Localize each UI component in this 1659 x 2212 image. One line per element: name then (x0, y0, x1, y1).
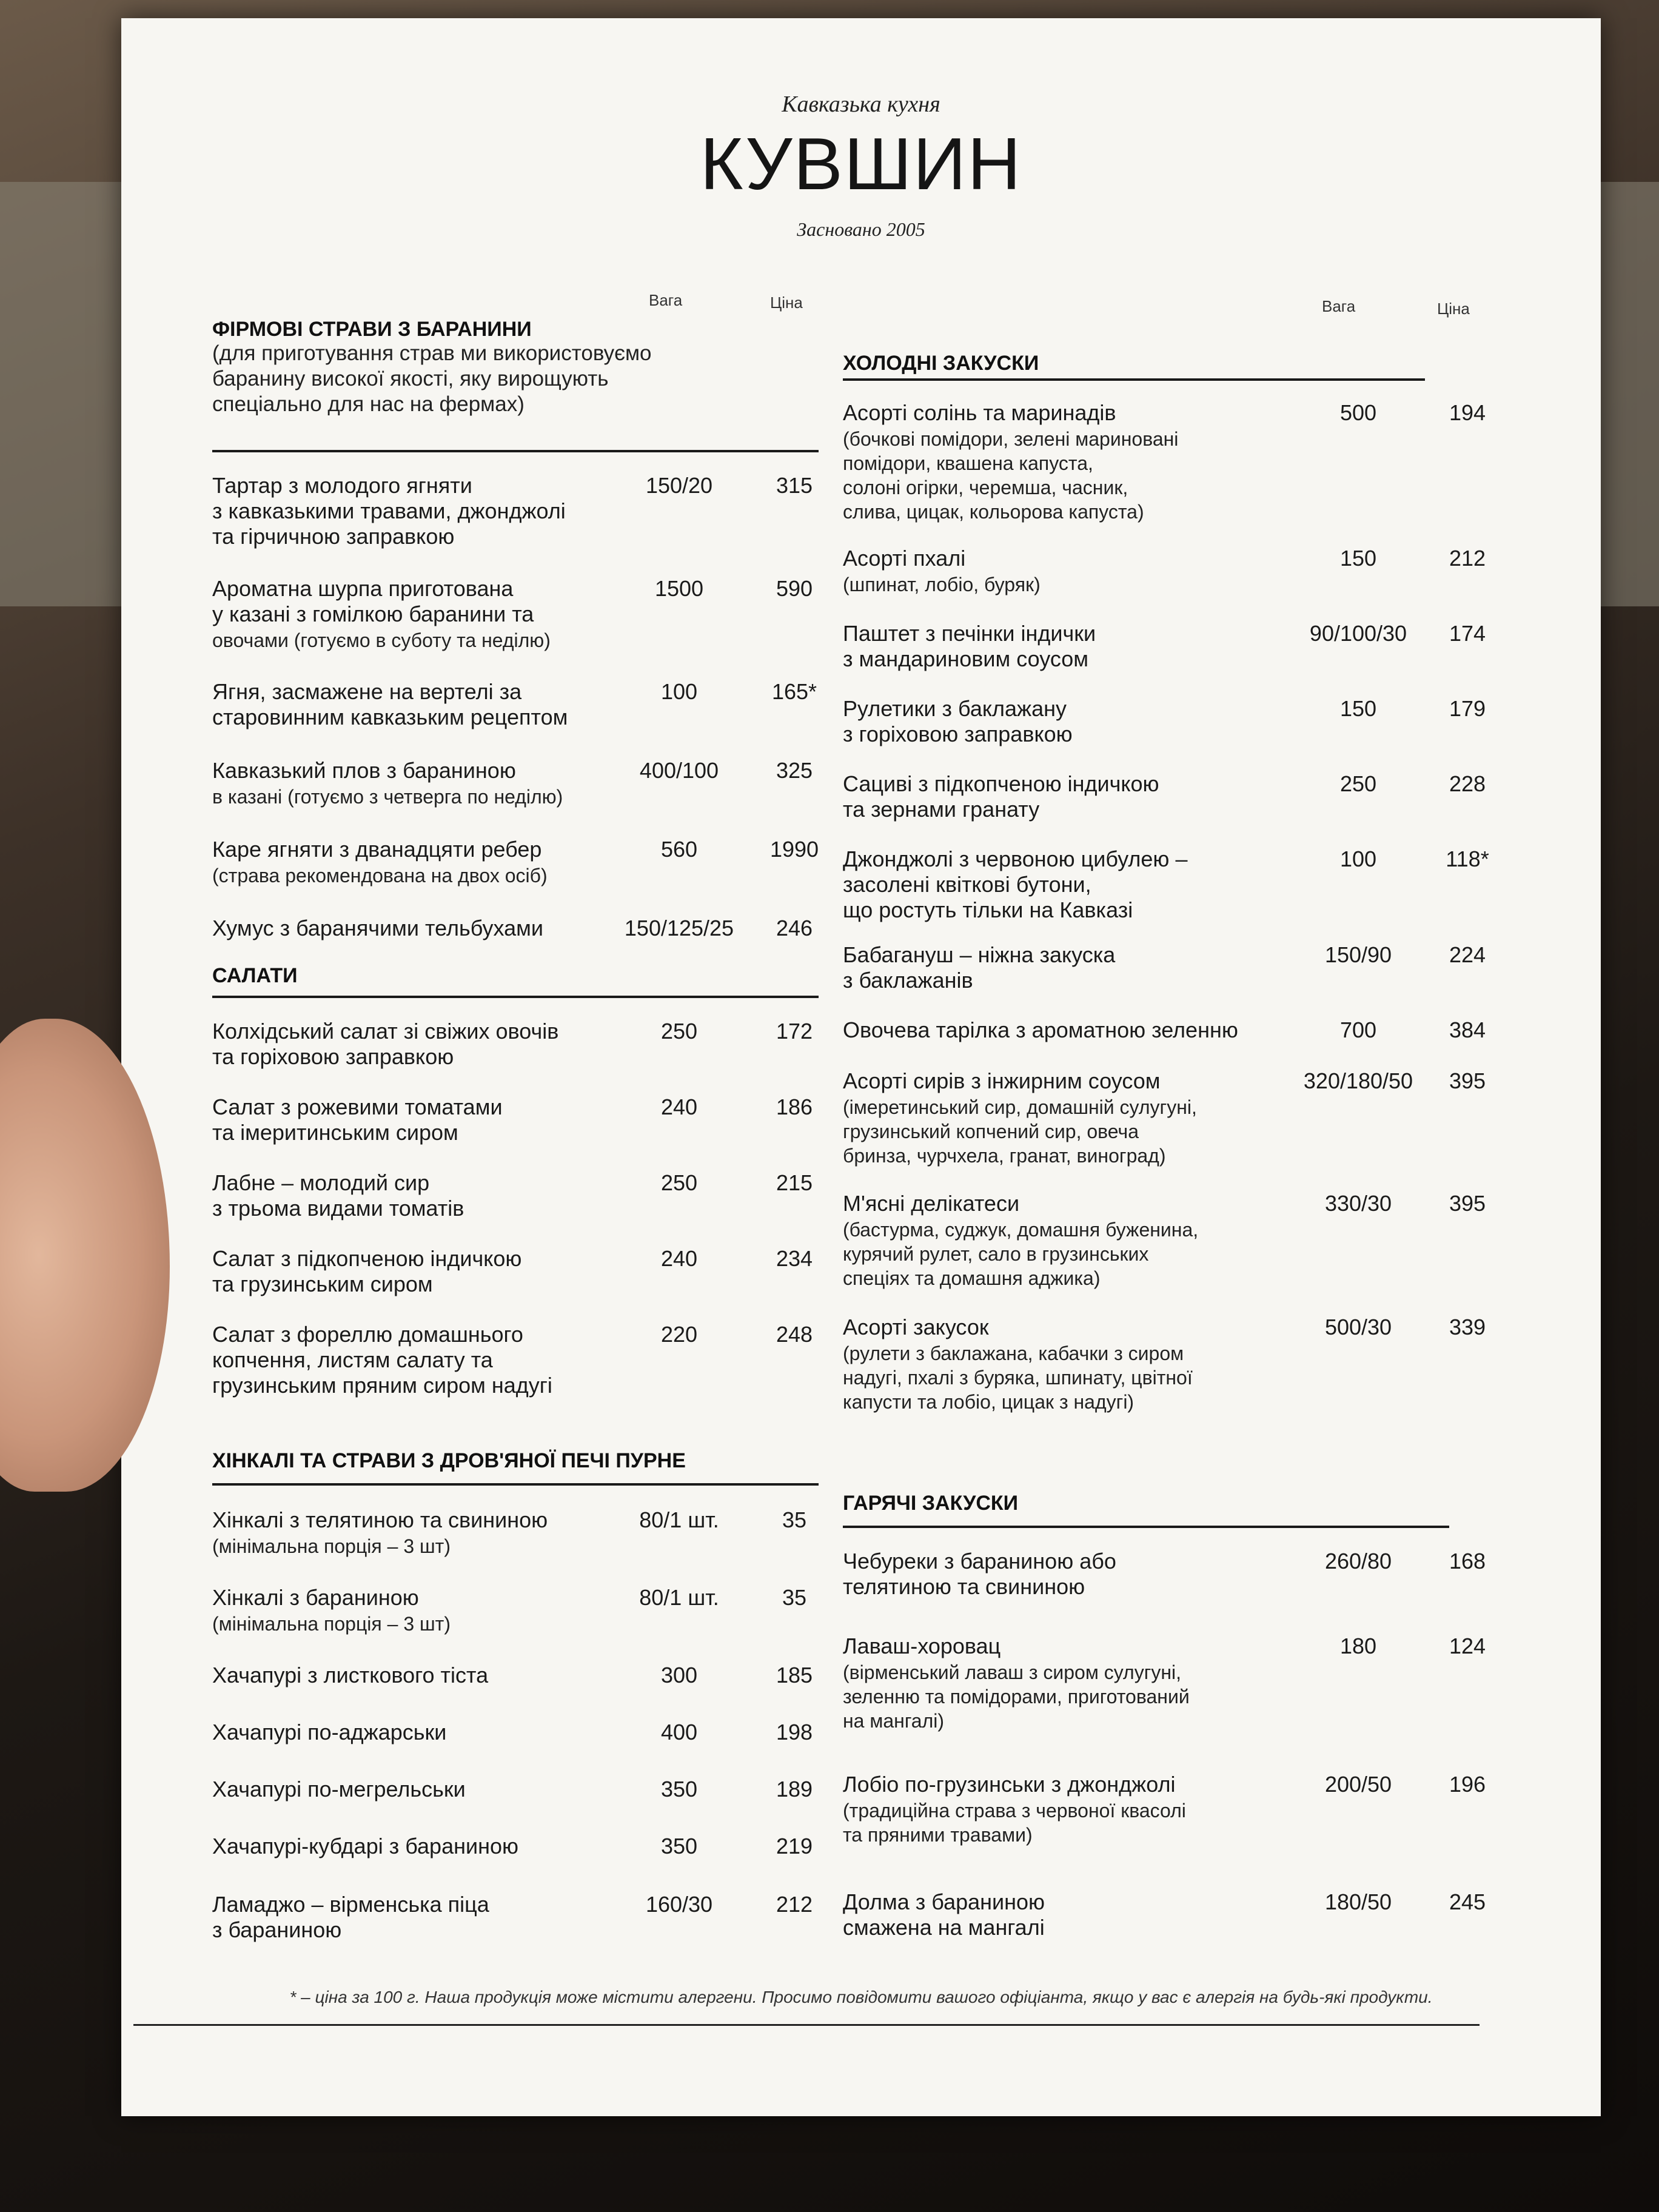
item-weight: 350 (660, 1834, 698, 1858)
brand-subtitle: Кавказька кухня (782, 92, 940, 117)
item-name-line: Ягня, засмажене на вертелі за (212, 679, 522, 704)
item-weight: 250 (660, 1170, 698, 1195)
item-price: 215 (776, 1170, 813, 1195)
item-price: 185 (776, 1663, 813, 1687)
item-weight: 250 (660, 1019, 698, 1044)
item-name-line: Ламаджо – вірменська піца (212, 1892, 489, 1917)
item-description (843, 1341, 1193, 1414)
section-divider (212, 450, 819, 452)
item-name-line: Кавказький плов з бараниною (212, 758, 516, 783)
item-description (212, 785, 563, 809)
item-price: 339 (1449, 1315, 1486, 1339)
item-description-line: (мінімальна порція – 3 шт) (212, 1613, 451, 1635)
section-title: ХОЛОДНІ ЗАКУСКИ (843, 352, 1039, 375)
menu-item (843, 400, 1534, 523)
item-weight: 150/20 (645, 473, 713, 498)
item-name (843, 400, 1116, 426)
item-name-line: Лобіо по-грузинськи з джонджолі (843, 1772, 1176, 1797)
item-name-line: засолені квіткові бутони, (843, 872, 1091, 897)
item-weight: 1500 (654, 576, 704, 601)
brand-established: Засновано 2005 (797, 218, 925, 240)
item-name-line: Ароматна шурпа приготована (212, 576, 514, 601)
item-price: 384 (1449, 1017, 1486, 1042)
item-name-line: грузинським пряним сиром надугі (212, 1373, 552, 1398)
item-price: 165* (771, 679, 817, 704)
item-description (843, 1660, 1190, 1733)
item-name-line: та горіховою заправкою (212, 1044, 454, 1069)
right-column (843, 297, 1534, 1977)
item-name-line: з мандариновим соусом (843, 646, 1088, 671)
brand-logo: КУВШИН (700, 122, 1022, 205)
item-description-line: курячий рулет, сало в грузинських (843, 1243, 1149, 1265)
item-weight: 260/80 (1324, 1549, 1392, 1574)
item-name (212, 1246, 521, 1297)
item-weight: 350 (660, 1777, 698, 1801)
item-name-line: Асорті сирів з інжирним соусом (843, 1068, 1161, 1093)
item-description-line: (імеретинський сир, домашній сулугуні, (843, 1096, 1197, 1118)
item-name-line: Хачапурі з листкового тіста (212, 1663, 489, 1687)
menu-item (843, 942, 1534, 993)
item-description-line: спеціях та домашня аджика) (843, 1267, 1101, 1289)
item-weight: 150/125/25 (624, 916, 734, 940)
item-weight: 240 (660, 1246, 698, 1271)
item-name-line: Хумус з баранячими тельбухами (212, 916, 544, 940)
item-description-line: (страва рекомендована на двох осіб) (212, 865, 548, 886)
item-description-line: (мінімальна порція – 3 шт) (212, 1535, 451, 1557)
item-price: 212 (776, 1892, 813, 1917)
item-price: 189 (776, 1777, 813, 1801)
item-name-line: Каре ягняти з дванадцяти ребер (212, 837, 542, 862)
item-name (212, 1322, 552, 1398)
item-name (212, 1019, 558, 1070)
item-description (843, 572, 1041, 597)
item-description-line: капусти та лобіо, цицак з надугі) (843, 1391, 1134, 1413)
item-name (843, 1889, 1045, 1940)
item-name-line: Сациві з підкопченою індичкою (843, 771, 1159, 796)
item-weight: 330/30 (1324, 1191, 1392, 1216)
weight-column-label: Вага (649, 291, 683, 309)
item-price: 168 (1449, 1549, 1486, 1574)
item-weight: 300 (660, 1663, 698, 1687)
menu-item (843, 1889, 1534, 1940)
menu-item (212, 679, 819, 729)
item-price: 224 (1449, 942, 1486, 967)
item-name (843, 696, 1073, 747)
item-description-line: (бочкові помідори, зелені мариновані (843, 428, 1179, 450)
menu-item (212, 1170, 819, 1221)
item-description (212, 1534, 451, 1558)
item-name (843, 846, 1187, 923)
menu-item (843, 621, 1534, 671)
item-name-line: Асорті пхалі (843, 546, 966, 571)
item-price: 395 (1449, 1191, 1486, 1216)
item-description (212, 628, 551, 652)
item-name (843, 1315, 989, 1340)
item-description-line: овочами (готуємо в суботу та неділю) (212, 629, 551, 651)
item-name (212, 758, 516, 783)
item-description-line: грузинський копчений сир, овеча (843, 1121, 1139, 1142)
item-price: 118* (1446, 846, 1489, 871)
item-price: 172 (776, 1019, 813, 1044)
item-name (212, 1892, 489, 1943)
item-description-line: (традиційна страва з червоної квасолі (843, 1800, 1186, 1822)
item-name-line: та грузинським сиром (212, 1272, 433, 1296)
item-description-line: (вірменський лаваш з сиром сулугуні, (843, 1661, 1182, 1683)
item-name (212, 1720, 446, 1745)
item-weight: 80/1 шт. (639, 1585, 719, 1610)
item-price: 395 (1449, 1068, 1486, 1093)
item-price: 35 (782, 1585, 807, 1610)
menu-item (212, 758, 819, 808)
item-name-line: Хінкалі з бараниною (212, 1585, 419, 1610)
item-description-line: солоні огірки, черемша, часник, (843, 477, 1128, 498)
menu-item (843, 846, 1534, 922)
item-name-line: Овочева тарілка з ароматною зеленню (843, 1017, 1238, 1042)
item-description (843, 1218, 1198, 1290)
item-price: 179 (1449, 696, 1486, 721)
item-description-line: (рулети з баклажана, кабачки з сиром (843, 1342, 1184, 1364)
item-name (212, 1585, 419, 1610)
menu-item (212, 1246, 819, 1296)
item-name (212, 916, 543, 941)
section-description (212, 341, 652, 417)
item-weight: 320/180/50 (1303, 1068, 1413, 1093)
item-name (212, 473, 566, 549)
section-lamb (212, 291, 819, 940)
item-name-line: Колхідський салат зі свіжих овочів (212, 1019, 559, 1044)
bottom-divider (133, 2024, 1480, 2026)
item-price: 219 (776, 1834, 813, 1858)
menu-item (843, 696, 1534, 746)
item-price: 196 (1449, 1772, 1486, 1797)
item-name-line: Долма з бараниною (843, 1889, 1045, 1914)
item-description-line: зеленню та помідорами, приготований (843, 1686, 1190, 1708)
price-column-label: Ціна (770, 293, 803, 312)
item-name-line: з бараниною (212, 1917, 342, 1942)
section-description-line: (для приготування страв ми використовуємо (212, 341, 652, 365)
section-divider (212, 996, 819, 998)
section-cold (843, 297, 1534, 1413)
item-name-line: Лабне – молодий сир (212, 1170, 430, 1195)
item-weight: 150/90 (1324, 942, 1392, 967)
item-price: 228 (1449, 771, 1486, 796)
item-name-line: та зернами гранату (843, 797, 1040, 822)
item-name-line: старовинним кавказьким рецептом (212, 705, 568, 729)
section-title: САЛАТИ (212, 964, 298, 987)
item-name-line: телятиною та свининою (843, 1574, 1085, 1599)
item-name (212, 679, 568, 730)
item-weight: 180/50 (1324, 1889, 1392, 1914)
item-weight: 150 (1339, 546, 1377, 571)
item-name-line: смажена на мангалі (843, 1915, 1045, 1940)
item-description (212, 1612, 451, 1636)
item-weight: 80/1 шт. (639, 1507, 719, 1532)
item-name-line: Паштет з печінки індички (843, 621, 1096, 646)
item-name (843, 1017, 1238, 1043)
item-weight: 180 (1339, 1634, 1377, 1658)
menu-item (212, 1094, 819, 1145)
item-weight: 160/30 (645, 1892, 713, 1917)
item-description (843, 1095, 1197, 1168)
item-weight: 560 (660, 837, 698, 862)
item-price: 325 (776, 758, 813, 783)
item-description-line: слива, цицак, кольорова капуста) (843, 501, 1144, 523)
item-weight: 250 (1339, 771, 1377, 796)
item-description-line: та пряними травами) (843, 1824, 1033, 1846)
item-weight: 220 (660, 1322, 698, 1347)
item-weight: 240 (660, 1094, 698, 1119)
item-name (843, 1634, 1000, 1659)
section-title: ФІРМОВІ СТРАВИ З БАРАНИНИ (212, 318, 532, 341)
item-name-line: Асорті закусок (843, 1315, 989, 1339)
item-price: 315 (776, 473, 813, 498)
item-name (212, 1094, 503, 1145)
section-divider (843, 1526, 1449, 1528)
item-description-line: на мангалі) (843, 1710, 945, 1732)
menu-item (843, 1068, 1534, 1167)
section-description-line: спеціально для нас на фермах) (212, 392, 525, 416)
section-description-line: баранину високої якості, яку вирощують (212, 367, 609, 390)
item-description (212, 863, 548, 888)
item-weight: 400/100 (639, 758, 719, 783)
item-name-line: Лаваш-хоровац (843, 1634, 1001, 1658)
item-weight: 400 (660, 1720, 698, 1744)
item-price: 186 (776, 1094, 813, 1119)
item-description-line: помідори, квашена капуста, (843, 452, 1093, 474)
section-khinkali (212, 1449, 819, 1942)
item-name-line: та гірчичною заправкою (212, 524, 455, 549)
item-weight: 500 (1339, 400, 1377, 425)
item-name-line: Рулетики з баклажану (843, 696, 1067, 721)
item-name (843, 1191, 1019, 1216)
item-name-line: Хачапурі по-аджарськи (212, 1720, 447, 1744)
footnote: * – ціна за 100 г. Наша продукція може містити алергени. Просимо повідомити вашого офіціанта, якщо у вас є алергія на будь-які продукти. (289, 1988, 1433, 2006)
item-description (843, 1798, 1186, 1847)
item-name (843, 1068, 1161, 1094)
item-weight: 100 (660, 679, 698, 704)
item-price: 174 (1449, 621, 1486, 646)
menu-item (212, 1507, 819, 1557)
item-name-line: Хачапурі по-мегрельськи (212, 1777, 466, 1801)
item-name-line: у казані з гомілкою баранини та (212, 602, 534, 626)
item-name-line: Салат з рожевими томатами (212, 1094, 503, 1119)
item-description-line: бринза, чурчхела, гранат, виноград) (843, 1145, 1166, 1167)
item-name-line: Тартар з молодого ягняти (212, 473, 472, 498)
item-name-line: з кавказькими травами, джонджолі (212, 498, 566, 523)
item-weight: 90/100/30 (1309, 621, 1407, 646)
item-name (212, 1663, 488, 1688)
item-name (212, 1777, 466, 1802)
item-description (843, 427, 1178, 524)
item-name-line: Джонджолі з червоною цибулею – (843, 846, 1188, 871)
item-price: 198 (776, 1720, 813, 1744)
item-price: 124 (1449, 1634, 1486, 1658)
item-name-line: Хінкалі з телятиною та свининою (212, 1507, 548, 1532)
item-description-line: (шпинат, лобіо, буряк) (843, 574, 1041, 595)
item-price: 590 (776, 576, 813, 601)
menu-item (212, 576, 819, 651)
item-name-line: Асорті солінь та маринадів (843, 400, 1116, 425)
item-weight: 500/30 (1324, 1315, 1392, 1339)
section-title: ХІНКАЛІ ТА СТРАВИ З ДРОВ'ЯНОЇ ПЕЧІ ПУРНЕ (212, 1449, 686, 1472)
item-price: 194 (1449, 400, 1486, 425)
item-description-line: в казані (готуємо з четверга по неділю) (212, 786, 563, 808)
item-name (212, 1507, 548, 1533)
item-name (843, 1772, 1175, 1797)
item-name (843, 942, 1115, 993)
item-price: 212 (1449, 546, 1486, 571)
item-price: 35 (782, 1507, 807, 1532)
item-name (212, 576, 534, 627)
section-divider (212, 1483, 819, 1486)
item-name (843, 621, 1096, 672)
item-name-line: М'ясні делікатеси (843, 1191, 1020, 1216)
item-weight: 200/50 (1324, 1772, 1392, 1797)
item-name-line: Хачапурі-кубдарі з бараниною (212, 1834, 518, 1858)
section-title: ГАРЯЧІ ЗАКУСКИ (843, 1492, 1019, 1515)
item-name-line: Чебуреки з бараниною або (843, 1549, 1116, 1574)
item-price: 234 (776, 1246, 813, 1271)
price-column-label: Ціна (1437, 300, 1470, 318)
item-price: 246 (776, 916, 813, 940)
item-name-line: та імеритинським сиром (212, 1120, 458, 1145)
item-description-line: (бастурма, суджук, домашня буженина, (843, 1219, 1199, 1241)
menu-item (212, 473, 819, 549)
item-name-line: Салат з підкопченою індичкою (212, 1246, 522, 1271)
item-name (212, 837, 541, 862)
item-name-line: копчення, листям салату та (212, 1347, 493, 1372)
item-price: 248 (776, 1322, 813, 1347)
item-name-line: з трьома видами томатів (212, 1196, 464, 1221)
item-weight: 700 (1339, 1017, 1377, 1042)
item-description-line: надугі, пхалі з буряка, шпинату, цвітної (843, 1367, 1193, 1389)
left-column (212, 291, 819, 1971)
section-divider (843, 378, 1425, 381)
item-price: 1990 (769, 837, 819, 862)
item-name-line: Салат з фореллю домашнього (212, 1322, 523, 1347)
item-name-line: Бабагануш – ніжна закуска (843, 942, 1116, 967)
menu-item (843, 771, 1534, 822)
menu-item (212, 1585, 819, 1635)
item-name-line: що ростуть тільки на Кавказі (843, 897, 1133, 922)
section-salads (212, 964, 819, 1398)
item-name (843, 1549, 1116, 1600)
weight-column-label: Вага (1322, 297, 1356, 315)
item-name-line: з баклажанів (843, 968, 973, 993)
item-weight: 100 (1339, 846, 1377, 871)
item-price: 245 (1449, 1889, 1486, 1914)
item-name (212, 1170, 464, 1221)
item-name (843, 771, 1159, 822)
item-name (212, 1834, 518, 1859)
item-weight: 150 (1339, 696, 1377, 721)
menu-item (843, 1017, 1534, 1042)
item-name (843, 546, 965, 571)
menu-sheet (121, 18, 1601, 2116)
item-name-line: з горіховою заправкою (843, 722, 1073, 746)
